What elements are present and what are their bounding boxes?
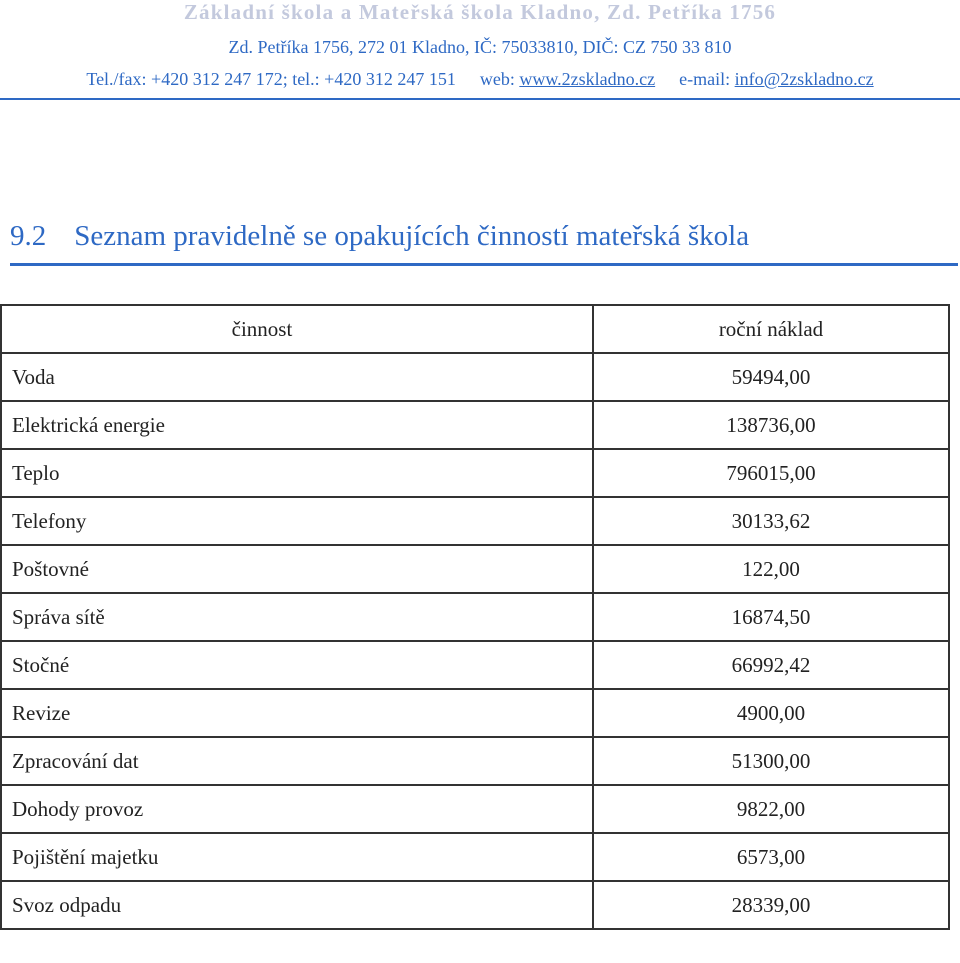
activity-cell: Voda <box>1 353 593 401</box>
table-row <box>1 353 949 401</box>
table-row <box>1 497 949 545</box>
email-link[interactable]: info@2zskladno.cz <box>734 69 874 89</box>
email-label: e-mail: <box>679 69 731 89</box>
costs-table <box>0 304 950 930</box>
contact-line <box>0 68 960 90</box>
activity-cell: Svoz odpadu <box>1 881 593 929</box>
table-row <box>1 545 949 593</box>
cost-cell: 4900,00 <box>593 689 949 737</box>
table-row <box>1 689 949 737</box>
cost-cell: 59494,00 <box>593 353 949 401</box>
activity-cell: Elektrická energie <box>1 401 593 449</box>
activity-cell: Správa sítě <box>1 593 593 641</box>
web-label: web: <box>479 69 515 89</box>
cost-cell: 138736,00 <box>593 401 949 449</box>
section-number: 9.2 <box>10 220 47 252</box>
table-row <box>1 449 949 497</box>
table-row <box>1 737 949 785</box>
table-row <box>1 401 949 449</box>
cost-cell: 9822,00 <box>593 785 949 833</box>
cost-cell: 28339,00 <box>593 881 949 929</box>
header-activity: činnost <box>1 305 593 353</box>
cost-cell: 796015,00 <box>593 449 949 497</box>
phone-text: Tel./fax: +420 312 247 172; tel.: +420 312 247 151 <box>86 69 456 89</box>
table-header-row <box>1 305 949 353</box>
cost-cell: 30133,62 <box>593 497 949 545</box>
table-row <box>1 593 949 641</box>
activity-cell: Telefony <box>1 497 593 545</box>
school-name: Základní škola a Mateřská škola Kladno, Zd. Petříka 1756 <box>183 0 777 24</box>
activity-cell: Dohody provoz <box>1 785 593 833</box>
header-annual-cost: roční náklad <box>593 305 949 353</box>
heading-underline <box>10 263 958 266</box>
activity-cell: Teplo <box>1 449 593 497</box>
cost-cell: 66992,42 <box>593 641 949 689</box>
section-title: Seznam pravidelně se opakujících činností mateřská škola <box>74 220 750 252</box>
activity-cell: Revize <box>1 689 593 737</box>
letterhead-divider <box>0 98 960 100</box>
table-row <box>1 833 949 881</box>
cost-cell: 16874,50 <box>593 593 949 641</box>
table-row <box>1 881 949 929</box>
cost-cell: 6573,00 <box>593 833 949 881</box>
activity-cell: Poštovné <box>1 545 593 593</box>
activity-cell: Zpracování dat <box>1 737 593 785</box>
table-row <box>1 641 949 689</box>
cost-cell: 122,00 <box>593 545 949 593</box>
table-row <box>1 785 949 833</box>
activity-cell: Stočné <box>1 641 593 689</box>
web-link[interactable]: www.2zskladno.cz <box>519 69 656 89</box>
cost-cell: 51300,00 <box>593 737 949 785</box>
school-address: Zd. Petříka 1756, 272 01 Kladno, IČ: 75033810, DIČ: CZ 750 33 810 <box>228 37 732 57</box>
activity-cell: Pojištění majetku <box>1 833 593 881</box>
section-heading <box>10 217 950 255</box>
